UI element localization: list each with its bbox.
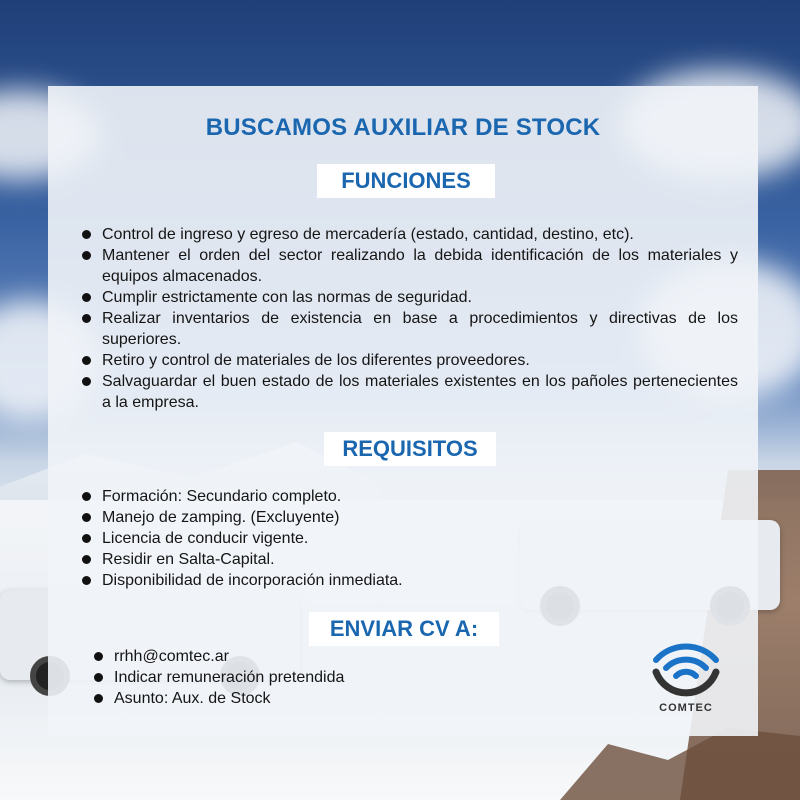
- section-heading-funciones: FUNCIONES: [317, 164, 495, 198]
- section-heading-enviar-cv: ENVIAR CV A:: [309, 612, 499, 646]
- list-item: Disponibilidad de incorporación inmediata.: [80, 570, 580, 591]
- comtec-logo: [646, 624, 726, 720]
- list-item: Cumplir estrictamente con las normas de seguridad.: [80, 287, 738, 308]
- list-item: Indicar remuneración pretendida: [92, 667, 512, 688]
- page-title: BUSCAMOS AUXILIAR DE STOCK: [205, 114, 601, 141]
- list-item: Mantener el orden del sector realizando la debida identificación de los materiales y equipos almacenados.: [80, 245, 738, 287]
- list-item: Salvaguardar el buen estado de los materiales existentes en los pañoles pertenecientes a la empresa.: [80, 371, 738, 413]
- list-item: Retiro y control de materiales de los diferentes proveedores.: [80, 350, 738, 371]
- wifi-signal-icon: [646, 624, 726, 704]
- list-item: Control de ingreso y egreso de mercadería (estado, cantidad, destino, etc).: [80, 224, 738, 245]
- list-item: Formación: Secundario completo.: [80, 486, 580, 507]
- list-item: Residir en Salta-Capital.: [80, 549, 580, 570]
- list-item: Licencia de conducir vigente.: [80, 528, 580, 549]
- funciones-list: [80, 224, 738, 413]
- logo-text: COMTEC: [659, 702, 713, 714]
- job-ad-panel: [48, 86, 758, 736]
- email-contact[interactable]: rrhh@comtec.ar: [92, 646, 512, 667]
- enviar-cv-list: [92, 646, 512, 709]
- list-item: Realizar inventarios de existencia en base a procedimientos y directivas de los superiores.: [80, 308, 738, 350]
- list-item: Manejo de zamping. (Excluyente): [80, 507, 580, 528]
- list-item: Asunto: Aux. de Stock: [92, 688, 512, 709]
- section-heading-requisitos: REQUISITOS: [324, 432, 496, 466]
- requisitos-list: [80, 486, 580, 591]
